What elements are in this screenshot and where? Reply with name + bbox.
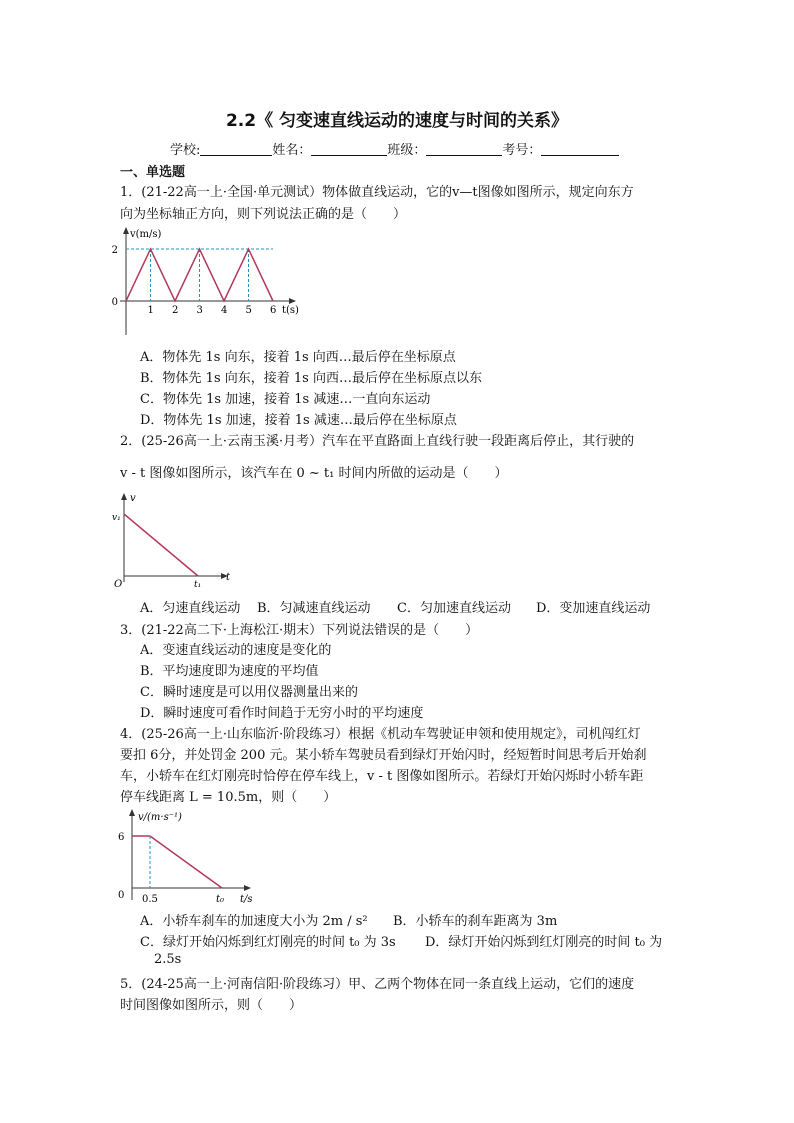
page-title: 2.2《 匀变速直线运动的速度与时间的关系》: [225, 111, 569, 131]
exam-no-label: 考号：: [502, 143, 542, 158]
question-4-line-4: 停车线距离 L = 10.5m，则（ ）: [120, 790, 337, 805]
q4-option-b[interactable]: B．小轿车的刹车距离为 3m: [393, 914, 558, 929]
fig4-x-arrow: [244, 885, 251, 891]
q2-option-a[interactable]: A．匀速直线运动: [140, 601, 241, 616]
question-1-line-2: 向为坐标轴正方向，则下列说法正确的是（ ）: [120, 207, 407, 222]
q2-option-b[interactable]: B．匀减速直线运动: [257, 601, 371, 616]
figure-1-vt-graph: [110, 223, 310, 338]
fig1-xtick: 3: [196, 305, 203, 316]
fig1-xtick: 2: [172, 305, 179, 316]
q3-option-b[interactable]: B．平均速度即为速度的平均值: [140, 664, 319, 679]
fig4-ytick-6: 6: [118, 832, 125, 843]
fig2-ylabel: v: [130, 493, 136, 504]
fig2-origin: O: [114, 579, 123, 588]
fig1-ylabel: v(m/s): [130, 229, 162, 240]
q4-option-a[interactable]: A．小轿车刹车的加速度大小为 2m / s²: [140, 914, 368, 929]
q3-option-d[interactable]: D．瞬时速度可看作时间趋于无穷小时的平均速度: [140, 706, 424, 721]
school-field[interactable]: [200, 142, 272, 156]
fig4-braking-segment: [150, 836, 222, 888]
name-label: 姓名：: [272, 143, 312, 158]
figure-4-vt-graph: [112, 806, 262, 906]
fig1-y-arrow: [123, 227, 129, 234]
fig1-xtick: 5: [245, 305, 252, 316]
question-4-line-3: 车，小轿车在红灯刚亮时恰停在停车线上，v - t 图像如图所示。若绿灯开始闪烁时小轿车距: [120, 769, 644, 784]
fig2-xlabel: t: [226, 572, 231, 583]
q1-option-a[interactable]: A．物体先 1s 向东，接着 1s 向西…最后停在坐标原点: [140, 350, 456, 365]
q2-option-d[interactable]: D．变加速直线运动: [536, 601, 651, 616]
q4-option-d[interactable]: D．绿灯开始闪烁到红灯刚亮的时间 t₀ 为: [425, 935, 663, 950]
fig1-ytick-2: 2: [111, 245, 118, 256]
fig4-xlabel: t/s: [240, 894, 253, 905]
fig4-y-arrow: [129, 809, 135, 816]
fig1-ytick-0: 0: [111, 297, 118, 308]
q3-option-c[interactable]: C．瞬时速度是可以用仪器测量出来的: [140, 685, 358, 700]
question-1-line-1: 1．(21-22高一上·全国·单元测试）物体做直线运动，它的v—t图像如图所示，规定向东方: [120, 185, 634, 200]
fig1-x-arrow: [289, 298, 296, 304]
question-5-line-1: 5．(24-25高一上·河南信阳·阶段练习）甲、乙两个物体在同一条直线上运动，它们的速度: [120, 977, 635, 992]
q3-option-a[interactable]: A．变速直线运动的速度是变化的: [140, 643, 332, 658]
fig4-origin: 0: [118, 890, 125, 901]
question-4-line-2: 要扣 6分，并处罚金 200 元。某小轿车驾驶员看到绿灯开始闪时，经短暂时间思考后开始刹: [120, 748, 647, 763]
q1-option-d[interactable]: D．物体先 1s 加速，接着 1s 减速…最后停在坐标原点: [140, 413, 457, 428]
fig2-t1-label: t₁: [194, 580, 202, 588]
school-label: 学校:: [170, 143, 201, 158]
question-3-line-1: 3．(21-22高二下·上海松江·期末）下列说法错误的是（ ）: [120, 623, 479, 638]
question-2-line-1: 2．(25-26高一上·云南玉溪·月考）汽车在平直路面上直线行驶一段距离后停止，其行驶的: [120, 434, 635, 449]
q2-option-c[interactable]: C．匀加速直线运动: [397, 601, 511, 616]
fig2-series-line: [124, 514, 198, 576]
fig4-t0-label: t₀: [216, 894, 225, 905]
class-field[interactable]: [426, 142, 502, 156]
section-heading: 一、单选题: [120, 165, 186, 180]
fig2-y-arrow: [121, 493, 127, 500]
fig1-xtick: 4: [221, 305, 228, 316]
fig4-ylabel: v/(m·s⁻¹): [138, 812, 182, 823]
figure-2-vt-graph: [112, 490, 242, 588]
fig2-v1-label: v₁: [112, 513, 121, 523]
fig1-xlabel: t(s): [282, 305, 299, 316]
exam-no-field[interactable]: [541, 142, 619, 156]
q4-option-c[interactable]: C．绿灯开始闪烁到红灯刚亮的时间 t₀ 为 3s: [140, 935, 396, 950]
fig1-xtick: 6: [270, 305, 277, 316]
question-2-line-2: v - t 图像如图所示，该汽车在 0 ~ t₁ 时间内所做的运动是（ ）: [120, 466, 508, 481]
question-4-line-1: 4．(25-26高一上·山东临沂·阶段练习）根据《机动车驾驶证申领和使用规定》，司机闯红灯: [120, 727, 641, 742]
q4-option-d-continued: 2.5s: [154, 952, 182, 967]
class-label: 班级：: [387, 143, 427, 158]
question-5-line-2: 时间图像如图所示，则（ ）: [120, 998, 303, 1013]
student-info-line: [170, 139, 619, 158]
fig1-xtick: 1: [147, 305, 154, 316]
fig4-xtick-05: 0.5: [142, 894, 158, 905]
q1-option-c[interactable]: C．物体先 1s 加速，接着 1s 减速…一直向东运动: [140, 392, 431, 407]
q1-option-b[interactable]: B．物体先 1s 向东，接着 1s 向西…最后停在坐标原点以东: [140, 371, 482, 386]
name-field[interactable]: [311, 142, 387, 156]
